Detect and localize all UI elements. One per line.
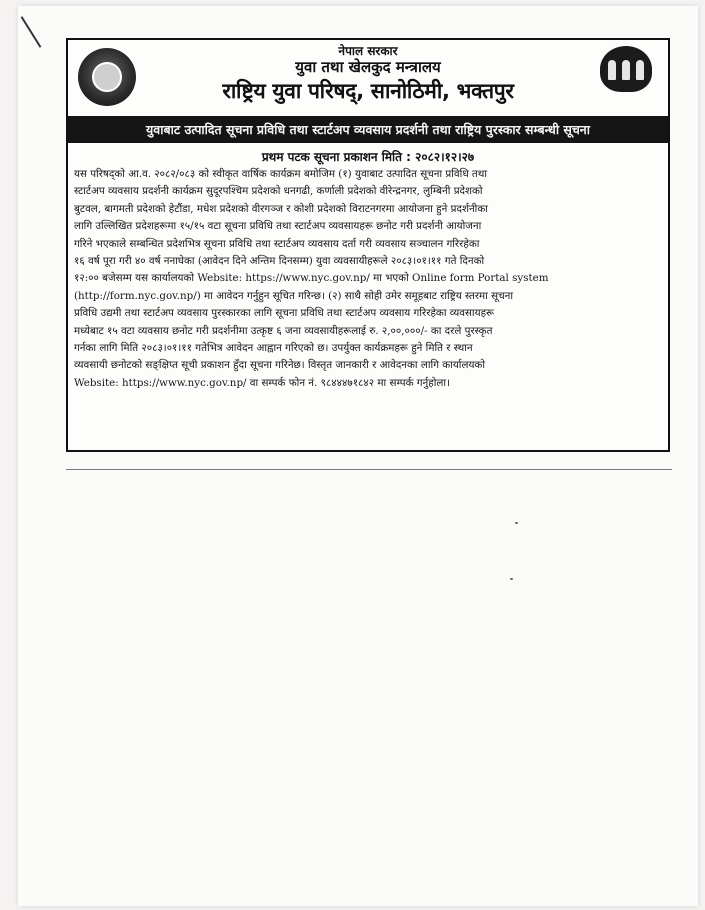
notice-body-line: गरिने भएकाले सम्बन्धित प्रदेशभित्र सूचना प्रविधि तथा स्टार्टअप व्यवसाय दर्ता गरी व्यवसाय सञ्चालन गरिरहेका	[74, 237, 480, 250]
notice-box	[66, 38, 670, 452]
notice-title: युवाबाट उत्पादित सूचना प्रविधि तथा स्टार्टअप व्यवसाय प्रदर्शनी तथा राष्ट्रिय पुरस्कार सम्बन्धी सूचना	[68, 116, 668, 143]
council-name: राष्ट्रिय युवा परिषद्, सानोठिमी, भक्तपुर	[222, 79, 514, 103]
notice-body-line: १२:०० बजेसम्म यस कार्यालयको Website: https://www.nyc.gov.np/ मा भएको Online form Portal system	[74, 272, 549, 285]
notice-body-line: व्यवसायी छनोटको सङ्क्षिप्त सूची प्रकाशन हुँदा सूचना गरिनेछ। विस्तृत जानकारी र आवेदनका लागि कार्यालयको	[74, 359, 486, 372]
notice-body-line: प्रविधि उद्यमी तथा स्टार्टअप व्यवसाय पुरस्कारका लागि सूचना प्रविधि तथा स्टार्टअप व्यवसाय गरिरहेका व्यवसायहरू	[74, 307, 495, 320]
notice-body-line: मध्येबाट १५ वटा व्यवसाय छनोट गरी प्रदर्शनीमा उत्कृष्ट ६ जना व्यवसायीहरूलाई रु. २,००,०००/- का दरले पुरस्कृत	[74, 324, 493, 337]
scan-speck	[515, 522, 518, 524]
ministry-name: युवा तथा खेलकुद मन्त्रालय	[295, 58, 441, 76]
notice-body-line: (http://form.nyc.gov.np/) मा आवेदन गर्नुहुन सूचित गरिन्छ। (२) साथै सोही उमेर समूहबाट राष्ट्रिय स्तरमा सूचना	[74, 289, 514, 302]
notice-body-line: बुटवल, बागमती प्रदेशको हेटौंडा, मधेश प्रदेशको वीरगञ्ज र कोशी प्रदेशको विराटनगरमा आयोजना हुने प्रदर्शनीका	[74, 202, 488, 215]
divider-line	[66, 469, 672, 470]
notice-body-line: यस परिषद्को आ.व. २०८२/०८३ को स्वीकृत वार्षिक कार्यक्रम बमोजिम (१) युवाबाट उत्पादित सूचना प्रविधि तथा	[74, 168, 488, 180]
notice-body	[68, 166, 668, 392]
notice-header	[68, 40, 668, 116]
scan-speck	[510, 578, 513, 580]
notice-body-line: लागि उल्लिखित प्रदेशहरूमा १५/१५ वटा सूचना प्रविधि तथा स्टार्टअप व्यवसायहरू छनोट गरी प्रदर्शनी आयोजना	[74, 220, 482, 233]
notice-body-line: १६ वर्ष पूरा गरी ४० वर्ष ननाघेका (आवेदन दिने अन्तिम दिनसम्म) युवा व्यवसायीहरूले २०८३।०१।११ गते दिनको	[74, 255, 485, 268]
logo-people-icon	[608, 60, 644, 80]
government-name: नेपाल सरकार	[338, 44, 398, 58]
youth-council-logo-icon	[594, 46, 658, 108]
notice-body-line: स्टार्टअप व्यवसाय प्रदर्शनी कार्यक्रम सुदूरपश्चिम प्रदेशको धनगढी, कर्णाली प्रदेशको वीरेन्द्रनगर, लुम्बिनी प्रदेशको	[74, 185, 483, 198]
notice-body-line: Website: https://www.nyc.gov.np/ वा सम्पर्क फोन नं. ९८४४४७१८४२ मा सम्पर्क गर्नुहोला।	[74, 376, 450, 389]
notice-body-line: गर्नका लागि मिति २०८३।०१।११ गतेभित्र आवेदन आह्वान गरिएको छ। उपर्युक्त कार्यक्रमहरू हुने मिति र स्थान	[74, 342, 473, 355]
publication-date: प्रथम पटक सूचना प्रकाशन मिति : २०८२।१२।२७	[261, 150, 475, 164]
